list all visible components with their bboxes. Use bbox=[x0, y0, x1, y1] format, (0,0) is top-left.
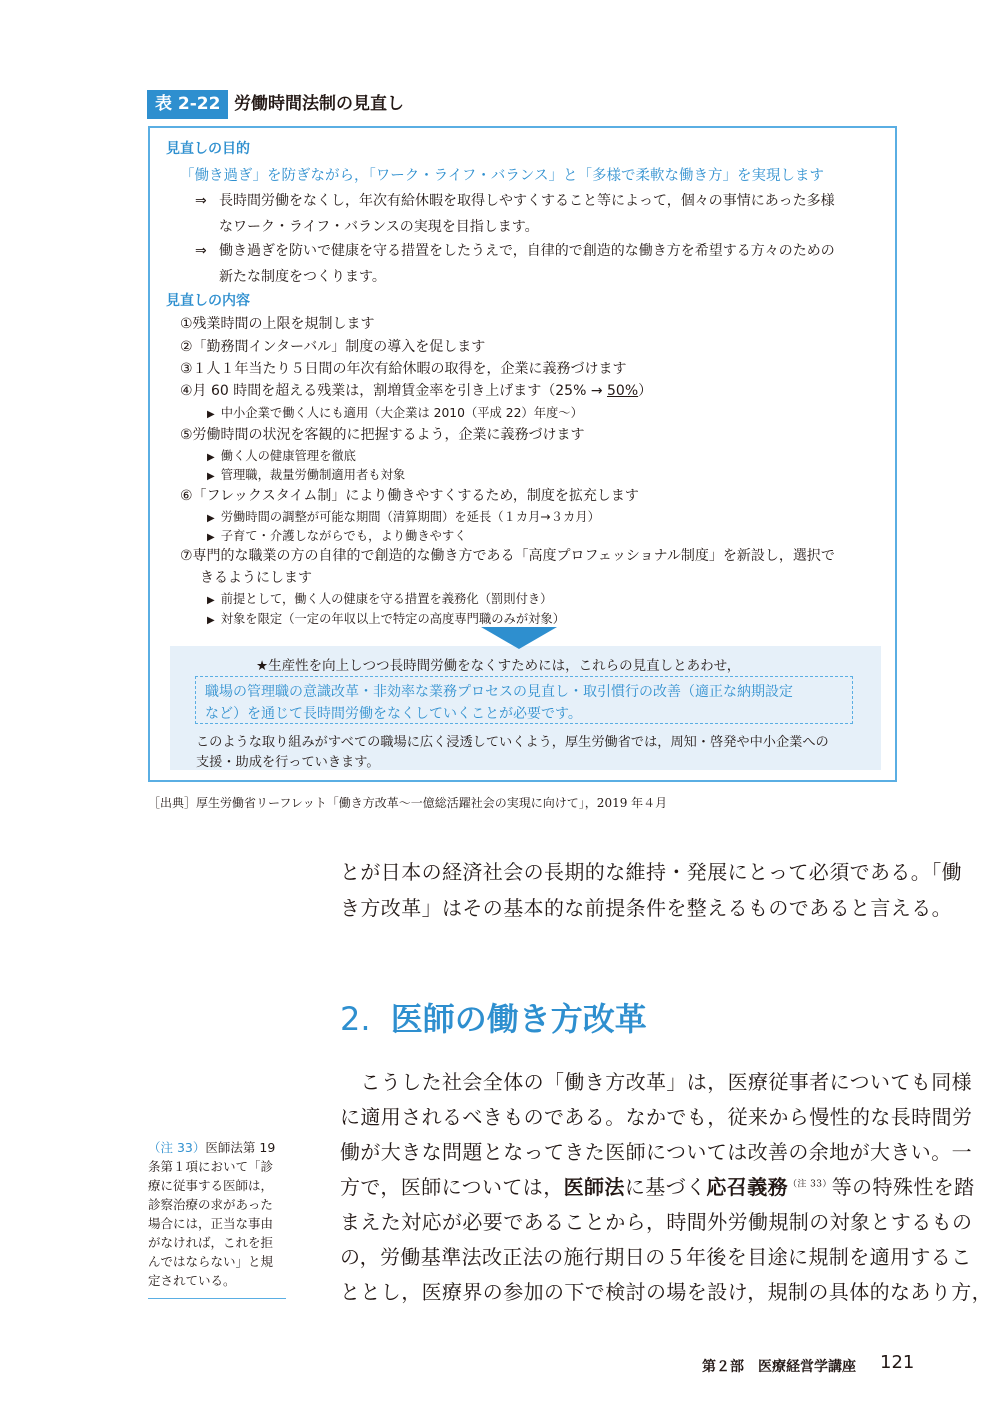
list-subitem: ▶ 対象を限定（一定の年収以上で特定の高度専門職のみが対象） bbox=[207, 612, 566, 626]
section-number: 2. bbox=[340, 1000, 371, 1038]
triangle-bullet-icon: ▶ bbox=[207, 452, 215, 463]
list-item: ①残業時間の上限を規制します bbox=[180, 316, 375, 332]
conclusion-note: 支援・助成を行っていきます。 bbox=[196, 755, 380, 770]
list-subitem: ▶ 働く人の健康管理を徹底 bbox=[207, 449, 356, 463]
triangle-bullet-icon: ▶ bbox=[207, 409, 215, 420]
body-paragraph-line: とが日本の経済社会の長期的な維持・発展にとって必須である。「働 bbox=[340, 860, 962, 884]
triangle-bullet-icon: ▶ bbox=[207, 595, 215, 606]
list-item: ⑦専門的な職業の方の自律的で創造的な働き方である「高度プロフェッショナル制度」を新設し，選択で bbox=[180, 548, 835, 564]
purpose-heading: 見直しの目的 bbox=[166, 141, 250, 157]
footer-part-label: 第２部 医療経営学講座 bbox=[702, 1359, 856, 1375]
list-item: ③１人１年当たり５日間の年次有給休暇の取得を，企業に義務づけます bbox=[180, 361, 627, 377]
raised-rate: 50% bbox=[607, 383, 639, 399]
list-item: ⑥「フレックスタイム制」により働きやすくするため，制度を拡充します bbox=[180, 488, 639, 504]
page-number: 121 bbox=[880, 1352, 915, 1373]
purpose-point-1: ⇒ 長時間労働をなくし，年次有給休暇を取得しやすくすること等によって，個々の事情にあった多様 なワーク・ライフ・バランスの実現を目指します。 bbox=[195, 188, 885, 240]
list-subitem: ▶ 管理職，裁量労働制適用者も対象 bbox=[207, 468, 406, 482]
keyword-oushou-gimu: 応召義務 bbox=[706, 1175, 789, 1199]
body-paragraph-line: まえた対応が必要であることから，時間外労働規制の対象とするもの bbox=[340, 1210, 973, 1234]
list-item: ④月 60 時間を超える残業は，割増賃金率を引き上げます（25% → 50%） bbox=[180, 383, 653, 399]
arrow-icon: ⇒ bbox=[195, 243, 207, 259]
keyword-ishi-ho: 医師法 bbox=[563, 1175, 625, 1199]
triangle-bullet-icon: ▶ bbox=[207, 532, 215, 543]
list-item: ②「勤務間インターバル」制度の導入を促します bbox=[180, 339, 486, 355]
body-paragraph-line: の，労働基準法改正法の施行期日の５年後を目途に規制を適用するこ bbox=[340, 1245, 972, 1269]
conclusion-highlight-line: など）を通じて長時間労働をなくしていくことが必要です。 bbox=[205, 706, 582, 722]
purpose-point-2: ⇒ 働き過ぎを防いで健康を守る措置をしたうえで，自律的で創造的な働き方を希望する方々のための 新たな制度をつくります。 bbox=[195, 238, 885, 290]
body-paragraph-line: 方で，医師については，医師法に基づく応召義務$^{(注 33)}$等の特殊性を踏 bbox=[340, 1175, 975, 1199]
sidenote-divider bbox=[148, 1298, 286, 1299]
body-paragraph-line: ととし，医療界の参加の下で検討の場を設け，規制の具体的なあり方， bbox=[340, 1280, 992, 1304]
section-title: 医師の働き方改革 bbox=[390, 1000, 647, 1038]
source-citation: ［出典］厚生労働省リーフレット「働き方改革～一億総活躍社会の実現に向けて」，2019 年４月 bbox=[148, 796, 668, 810]
section-heading bbox=[340, 994, 647, 1040]
conclusion-star: ★生産性を向上しつつ長時間労働をなくすためには，これらの見直しとあわせ， bbox=[256, 658, 741, 674]
down-arrow-icon bbox=[481, 627, 557, 649]
body-paragraph-line: き方改革」はその基本的な前提条件を整えるものであると言える。 bbox=[340, 896, 952, 920]
footnote-ref: （注 33） bbox=[788, 1179, 832, 1190]
list-subitem: ▶ 労働時間の調整が可能な期間（清算期間）を延長（１カ月→３カ月） bbox=[207, 510, 600, 524]
conclusion-highlight-line: 職場の管理職の意識改革・非効率な業務プロセスの見直し・取引慣行の改善（適正な納期設定 bbox=[205, 684, 793, 700]
sidenote-label: （注 33） bbox=[148, 1140, 206, 1155]
content-heading: 見直しの内容 bbox=[166, 293, 250, 309]
triangle-bullet-icon: ▶ bbox=[207, 513, 215, 524]
body-paragraph-line: に適用されるべきものである。なかでも，従来から慢性的な長時間労 bbox=[340, 1105, 973, 1129]
list-subitem: ▶ 子育て・介護しながらでも，より働きやすく bbox=[207, 529, 467, 543]
table-title: 労働時間法制の見直し bbox=[234, 94, 404, 114]
purpose-text: 「働き過ぎ」を防ぎながら，「ワーク・ライフ・バランス」と「多様で柔軟な働き方」を実現します bbox=[180, 168, 824, 184]
body-paragraph-line: こうした社会全体の「働き方改革」は，医療従事者についても同様 bbox=[340, 1070, 972, 1094]
sidenote: （注 33）医師法第 19 条第１項において「診 療に従事する医師は， 診察治療の求があった 場合には，正当な事由 がなければ，これを拒 んではならない」と規 定されている。 bbox=[148, 1140, 276, 1288]
list-item-continued: きるようにします bbox=[200, 570, 312, 586]
triangle-bullet-icon: ▶ bbox=[207, 615, 215, 626]
list-subitem: ▶ 前提として，働く人の健康を守る措置を義務化（罰則付き） bbox=[207, 592, 553, 606]
list-subitem: ▶ 中小企業で働く人にも適用（大企業は 2010（平成 22）年度～） bbox=[207, 406, 583, 420]
table-number: 表 2-22 bbox=[147, 90, 228, 119]
arrow-icon: ⇒ bbox=[195, 193, 207, 209]
body-paragraph-line: 働が大きな問題となってきた医師については改善の余地が大きい。一 bbox=[340, 1140, 972, 1164]
list-item: ⑤労働時間の状況を客観的に把握するよう，企業に義務づけます bbox=[180, 427, 585, 443]
triangle-bullet-icon: ▶ bbox=[207, 471, 215, 482]
conclusion-note: このような取り組みがすべての職場に広く浸透していくよう，厚生労働省では，周知・啓発や中小企業への bbox=[196, 735, 829, 750]
